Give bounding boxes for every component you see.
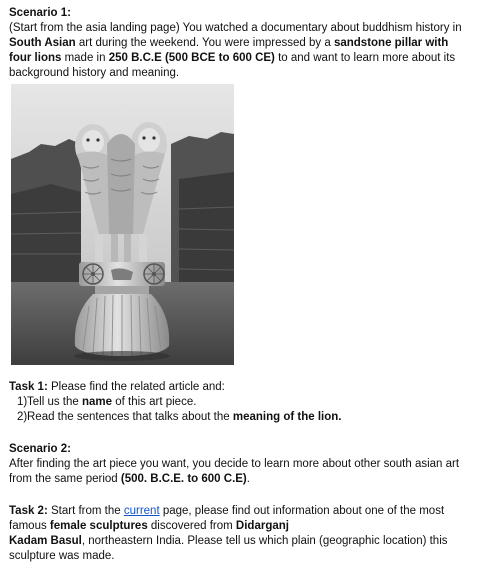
- list-item: 2) Read the sentences that talks about the meaning of the lion.: [17, 411, 342, 423]
- scenario-2-heading: Scenario 2:: [9, 443, 71, 455]
- task-2-text: Task 2: Start from the current page, please find out information about one of the most famous female sculptures discovered from Didarganj Kadam Basul, northeastern India. Please tell us which plain (geographic location) this sculpture was made.: [9, 505, 448, 562]
- document-page: [9, 6, 471, 564]
- lion-capital-image: [11, 84, 234, 365]
- task-1-list: [9, 395, 471, 425]
- scenario-2-text: After finding the art piece you want, you decide to learn more about other south asian art from the same period (500. B.C.E. to 600 C.E).: [9, 458, 460, 485]
- scenario-1-heading: Scenario 1:: [9, 7, 71, 19]
- current-page-link[interactable]: current: [123, 505, 160, 517]
- list-item: 1) Tell us the name of this art piece.: [17, 396, 197, 408]
- lion-capital-photo: [11, 84, 234, 365]
- task-1-intro: Task 1: Please find the related article and:: [9, 381, 225, 393]
- scenario-1-text: (Start from the asia landing page) You watched a documentary about buddhism history in South Asian art during the weekend. You were impressed by a sandstone pillar with four lions made in 250 B.C.E (500 BCE to 600 CE) to and want to learn more about its background history and meaning.: [9, 22, 462, 79]
